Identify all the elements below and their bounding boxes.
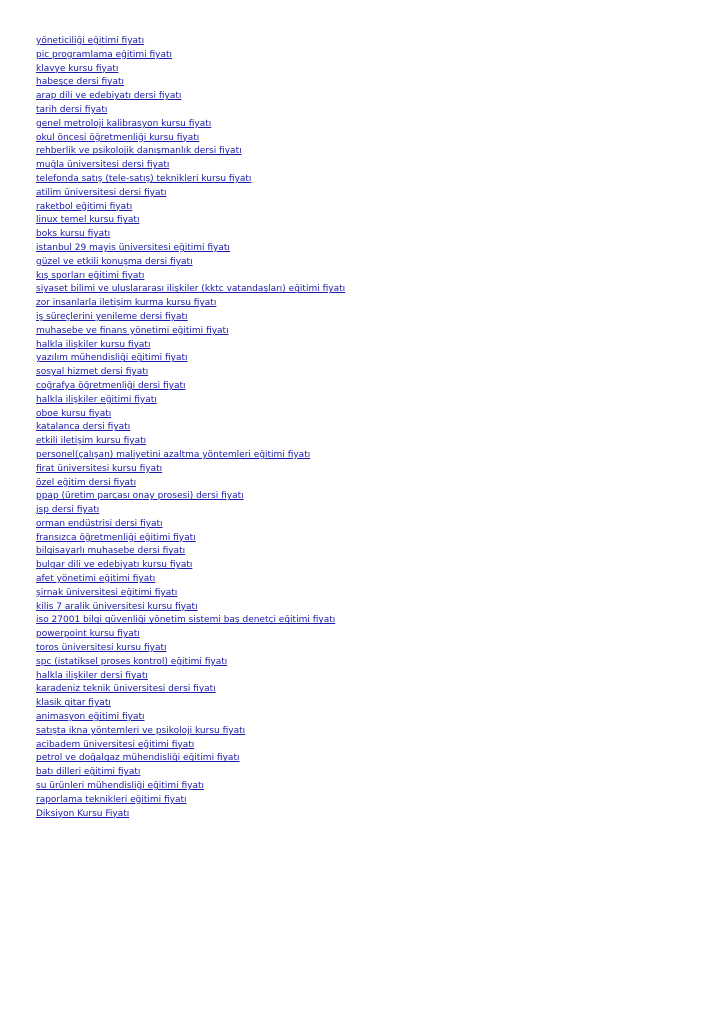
course-price-link[interactable]: firat üniversitesi kursu fiyatı bbox=[36, 463, 163, 474]
list-item bbox=[36, 694, 345, 708]
course-price-link[interactable]: telefonda satış (tele-satış) teknikleri kursu fiyatı bbox=[36, 173, 252, 184]
course-price-link[interactable]: klasik gitar fiyatı bbox=[36, 698, 111, 709]
course-price-link[interactable]: Diksiyon Kursu Fiyatı bbox=[36, 808, 130, 819]
course-price-link[interactable]: yazılım mühendisliği eğitimi fiyatı bbox=[36, 353, 188, 364]
course-price-link[interactable]: oboe kursu fiyatı bbox=[36, 408, 112, 419]
list-item bbox=[36, 639, 345, 653]
course-price-link[interactable]: bilgisayarlı muhasebe dersi fiyatı bbox=[36, 546, 186, 557]
course-price-link[interactable]: personel(çalışan) maliyetini azaltma yöntemleri eğitimi fiyatı bbox=[36, 449, 311, 460]
list-item bbox=[36, 225, 345, 239]
course-price-link[interactable]: satışta ikna yöntemleri ve psikoloji kursu fiyatı bbox=[36, 725, 246, 736]
course-price-link[interactable]: su ürünleri mühendisliği eğitimi fiyatı bbox=[36, 781, 205, 792]
list-item bbox=[36, 184, 345, 198]
course-price-link[interactable]: klavye kursu fiyatı bbox=[36, 63, 119, 74]
list-item bbox=[36, 791, 345, 805]
list-item bbox=[36, 336, 345, 350]
list-item bbox=[36, 322, 345, 336]
course-price-link[interactable]: habeşçe dersi fiyatı bbox=[36, 77, 125, 88]
course-price-link[interactable]: arap dili ve edebiyatı dersi fiyatı bbox=[36, 91, 182, 102]
list-item bbox=[36, 156, 345, 170]
course-price-link[interactable]: rehberlik ve psikolojik danışmanlık dersi fiyatı bbox=[36, 146, 242, 157]
course-price-link[interactable]: kış sporları eğitimi fiyatı bbox=[36, 270, 145, 281]
course-price-link[interactable]: boks kursu fiyatı bbox=[36, 229, 111, 240]
course-price-link[interactable]: powerpoint kursu fiyatı bbox=[36, 629, 140, 640]
list-item bbox=[36, 405, 345, 419]
course-price-link[interactable]: iso 27001 bilgi güvenliği yönetim sistemi baş denetçi eğitimi fiyatı bbox=[36, 615, 336, 626]
course-price-link[interactable]: katalanca dersi fiyatı bbox=[36, 422, 131, 433]
course-price-link[interactable]: siyaset bilimi ve uluslararası ilişkiler (kktc vatandaşları) eğitimi fiyatı bbox=[36, 284, 346, 295]
list-item bbox=[36, 101, 345, 115]
list-item bbox=[36, 736, 345, 750]
course-price-link[interactable]: afet yönetimi eğitimi fiyatı bbox=[36, 574, 156, 585]
list-item bbox=[36, 363, 345, 377]
course-price-link[interactable]: raporlama teknikleri eğitimi fiyatı bbox=[36, 794, 187, 805]
course-price-link[interactable]: orman endüstrisi dersi fiyatı bbox=[36, 518, 163, 529]
list-item bbox=[36, 529, 345, 543]
course-price-link[interactable]: linux temel kursu fiyatı bbox=[36, 215, 140, 226]
list-item bbox=[36, 432, 345, 446]
course-price-link[interactable]: yöneticiliği eğitimi fiyatı bbox=[36, 36, 145, 46]
list-item bbox=[36, 170, 345, 184]
list-item bbox=[36, 805, 345, 819]
course-price-link[interactable]: iş süreçlerini yenileme dersi fiyatı bbox=[36, 311, 188, 322]
course-price-link[interactable]: atilim üniversitesi dersi fiyatı bbox=[36, 187, 167, 198]
list-item bbox=[36, 542, 345, 556]
list-item bbox=[36, 308, 345, 322]
list-item bbox=[36, 460, 345, 474]
list-item bbox=[36, 556, 345, 570]
list-item bbox=[36, 377, 345, 391]
list-item bbox=[36, 142, 345, 156]
course-price-link[interactable]: toros üniversitesi kursu fiyatı bbox=[36, 643, 167, 654]
course-price-link[interactable]: güzel ve etkili konuşma dersi fiyatı bbox=[36, 256, 193, 267]
list-item bbox=[36, 653, 345, 667]
course-price-link[interactable]: coğrafya öğretmenliği dersi fiyatı bbox=[36, 380, 186, 391]
list-item bbox=[36, 418, 345, 432]
list-item bbox=[36, 598, 345, 612]
list-item bbox=[36, 349, 345, 363]
course-price-link[interactable]: halkla ilişkiler dersi fiyatı bbox=[36, 670, 148, 681]
course-price-link[interactable]: raketbol eğitimi fiyatı bbox=[36, 201, 133, 212]
list-item bbox=[36, 253, 345, 267]
course-price-link[interactable]: muğla üniversitesi dersi fiyatı bbox=[36, 160, 170, 171]
course-price-link[interactable]: fransızca öğretmenliği eğitimi fiyatı bbox=[36, 532, 196, 543]
course-price-link[interactable]: okul öncesi öğretmenliği kursu fiyatı bbox=[36, 132, 200, 143]
course-price-link[interactable]: genel metroloji kalibrasyon kursu fiyatı bbox=[36, 118, 212, 129]
list-item bbox=[36, 487, 345, 501]
course-price-link[interactable]: pic programlama eğitimi fiyatı bbox=[36, 49, 173, 60]
list-item bbox=[36, 722, 345, 736]
course-price-link[interactable]: etkili iletişim kursu fiyatı bbox=[36, 436, 147, 447]
course-price-link[interactable]: jsp dersi fiyatı bbox=[36, 505, 100, 516]
course-price-link[interactable]: muhasebe ve finans yönetimi eğitimi fiyatı bbox=[36, 325, 229, 336]
list-item bbox=[36, 708, 345, 722]
list-item bbox=[36, 584, 345, 598]
course-price-link[interactable]: batı dilleri eğitimi fiyatı bbox=[36, 767, 141, 778]
list-item bbox=[36, 625, 345, 639]
course-price-link[interactable]: petrol ve doğalgaz mühendisliği eğitimi fiyatı bbox=[36, 753, 240, 764]
course-price-link[interactable]: özel eğitim dersi fiyatı bbox=[36, 477, 137, 488]
list-item bbox=[36, 198, 345, 212]
list-item bbox=[36, 611, 345, 625]
course-price-link[interactable]: animasyon eğitimi fiyatı bbox=[36, 712, 145, 723]
list-item bbox=[36, 570, 345, 584]
course-price-link[interactable]: spc (istatiksel proses kontrol) eğitimi fiyatı bbox=[36, 656, 228, 667]
list-item bbox=[36, 211, 345, 225]
course-price-link[interactable]: kilis 7 aralik üniversitesi kursu fiyatı bbox=[36, 601, 198, 612]
list-item bbox=[36, 280, 345, 294]
list-item bbox=[36, 32, 345, 46]
list-item bbox=[36, 239, 345, 253]
list-item bbox=[36, 763, 345, 777]
list-item bbox=[36, 129, 345, 143]
course-price-link[interactable]: şirnak üniversitesi eğitimi fiyatı bbox=[36, 587, 178, 598]
course-price-link[interactable]: tarih dersi fiyatı bbox=[36, 104, 108, 115]
list-item bbox=[36, 446, 345, 460]
list-item bbox=[36, 294, 345, 308]
course-price-link[interactable]: acibadem üniversitesi eğitimi fiyatı bbox=[36, 739, 195, 750]
course-price-link[interactable]: istanbul 29 mayis üniversitesi eğitimi fiyatı bbox=[36, 242, 230, 253]
list-item bbox=[36, 115, 345, 129]
list-item bbox=[36, 501, 345, 515]
course-price-link[interactable]: sosyal hizmet dersi fiyatı bbox=[36, 367, 149, 378]
list-item bbox=[36, 87, 345, 101]
list-item bbox=[36, 73, 345, 87]
course-price-link[interactable]: karadeniz teknik üniversitesi dersi fiyatı bbox=[36, 684, 216, 695]
list-item bbox=[36, 391, 345, 405]
course-price-link[interactable]: bulgar dili ve edebiyatı kursu fiyatı bbox=[36, 560, 193, 571]
course-price-link[interactable]: halkla ilişkiler kursu fiyatı bbox=[36, 339, 151, 350]
course-price-link[interactable]: ppap (üretim parçası onay prosesi) dersi fiyatı bbox=[36, 491, 244, 502]
list-item bbox=[36, 749, 345, 763]
list-item bbox=[36, 680, 345, 694]
list-item bbox=[36, 667, 345, 681]
list-item bbox=[36, 267, 345, 281]
list-item bbox=[36, 474, 345, 488]
list-item bbox=[36, 46, 345, 60]
link-list bbox=[36, 32, 345, 818]
list-item bbox=[36, 777, 345, 791]
course-price-link[interactable]: zor insanlarla iletişim kurma kursu fiyatı bbox=[36, 298, 217, 309]
course-price-link[interactable]: halkla ilişkiler eğitimi fiyatı bbox=[36, 394, 157, 405]
list-item bbox=[36, 60, 345, 74]
list-item bbox=[36, 515, 345, 529]
